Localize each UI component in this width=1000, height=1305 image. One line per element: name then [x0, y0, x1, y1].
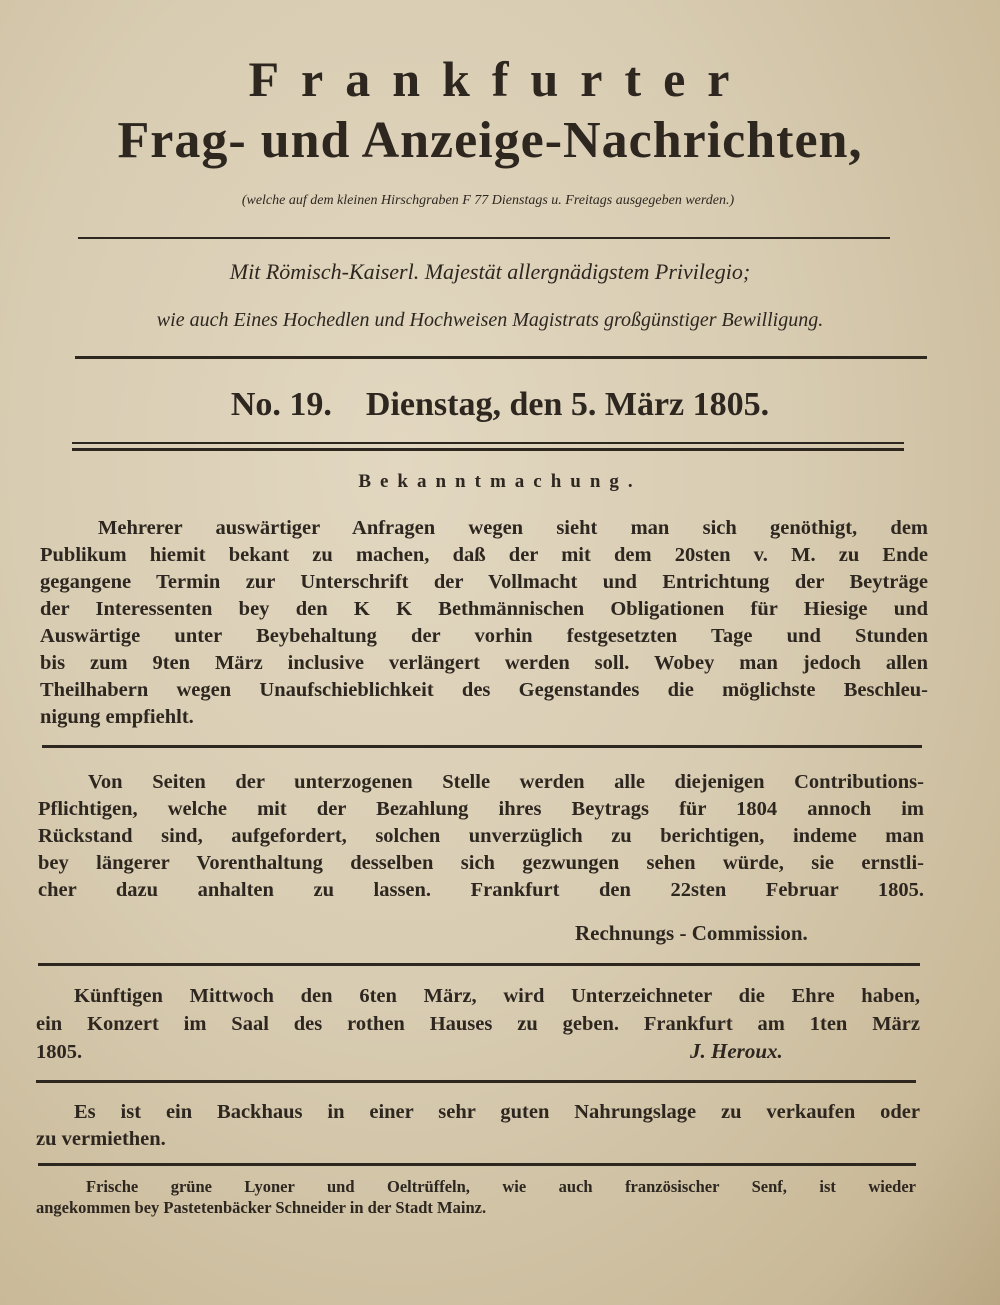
- notice-line: Es ist ein Backhaus in einer sehr guten Nahrungslage zu verkaufen oder: [74, 1101, 920, 1123]
- notice-line: Künftigen Mittwoch den 6ten März, wird Unterzeichneter die Ehre haben,: [74, 985, 920, 1007]
- notice-line: Frische grüne Lyoner und Oeltrüffeln, wie auch französischer Senf, ist wieder: [86, 1177, 916, 1196]
- issue-line: [60, 386, 940, 423]
- divider: [78, 237, 890, 239]
- divider: [72, 448, 904, 451]
- notice-line: Theilhabern wegen Unaufschieblichkeit des Gegenstandes die möglichste Beschleu-: [40, 679, 928, 701]
- divider: [42, 745, 922, 748]
- notice-signature: Rechnungs - Commission.: [575, 921, 808, 945]
- masthead-title-line2: Frag- und Anzeige-Nachrichten,: [117, 112, 863, 169]
- notice-line: Mehrerer auswärtiger Anfragen wegen sieht man sich genöthigt, dem: [98, 517, 928, 539]
- divider: [38, 963, 920, 966]
- notice-line: Auswärtige unter Beybehaltung der vorhin festgesetzten Tage und Stunden: [40, 625, 928, 647]
- masthead-title-line1: Frankfurter: [248, 51, 752, 107]
- notice-line: cher dazu anhalten zu lassen. Frankfurt den 22sten Februar 1805.: [38, 879, 924, 901]
- notice-line: nigung empfiehlt.: [40, 706, 194, 728]
- notice-line: bey längerer Vorenthaltung desselben sich gezwungen sehen würde, sie ernstli-: [38, 852, 924, 874]
- divider: [75, 356, 927, 359]
- notice-line: der Interessenten bey den K K Bethmännischen Obligationen für Hiesige und: [40, 598, 928, 620]
- notice-line: zu vermiethen.: [36, 1128, 166, 1150]
- notice-line: ein Konzert im Saal des rothen Hauses zu geben. Frankfurt am 1ten März: [36, 1013, 920, 1035]
- divider: [38, 1163, 916, 1166]
- issue-number: No. 19.: [230, 386, 332, 423]
- notice-line: Rückstand sind, aufgefordert, solchen unverzüglich zu berichtigen, indeme man: [38, 825, 924, 847]
- masthead-subtitle: (welche auf dem kleinen Hirschgraben F 77 Dienstags u. Freitags ausgegeben werden.): [241, 193, 735, 208]
- notice-line: gegangene Termin zur Unterschrift der Vollmacht und Entrichtung der Beyträge: [40, 571, 928, 593]
- notice-line: 1805.: [36, 1041, 83, 1063]
- privilege-line-2: wie auch Eines Hochedlen und Hochweisen Magistrats großgünstiger Bewilligung.: [156, 309, 824, 331]
- notice-line: Von Seiten der unterzogenen Stelle werden alle diejenigen Contributions-: [88, 771, 924, 793]
- notice-line: angekommen bey Pastetenbäcker Schneider in der Stadt Mainz.: [36, 1198, 487, 1217]
- notice-line: bis zum 9ten März inclusive verlängert werden soll. Wobey man jedoch allen: [40, 652, 928, 674]
- notice-heading: Bekanntmachung.: [358, 471, 642, 492]
- notice-signature: J. Heroux.: [690, 1039, 783, 1063]
- privilege-line-1: Mit Römisch-Kaiserl. Majestät allergnädigstem Privilegio;: [229, 259, 751, 284]
- notice-line: Pflichtigen, welche mit der Bezahlung ihres Beytrags für 1804 annoch im: [38, 798, 924, 820]
- notice-line: Publikum hiemit bekant zu machen, daß der mit dem 20sten v. M. zu Ende: [40, 544, 928, 566]
- divider: [72, 442, 904, 444]
- divider: [36, 1080, 916, 1083]
- issue-date: Dienstag, den 5. März 1805.: [365, 386, 770, 423]
